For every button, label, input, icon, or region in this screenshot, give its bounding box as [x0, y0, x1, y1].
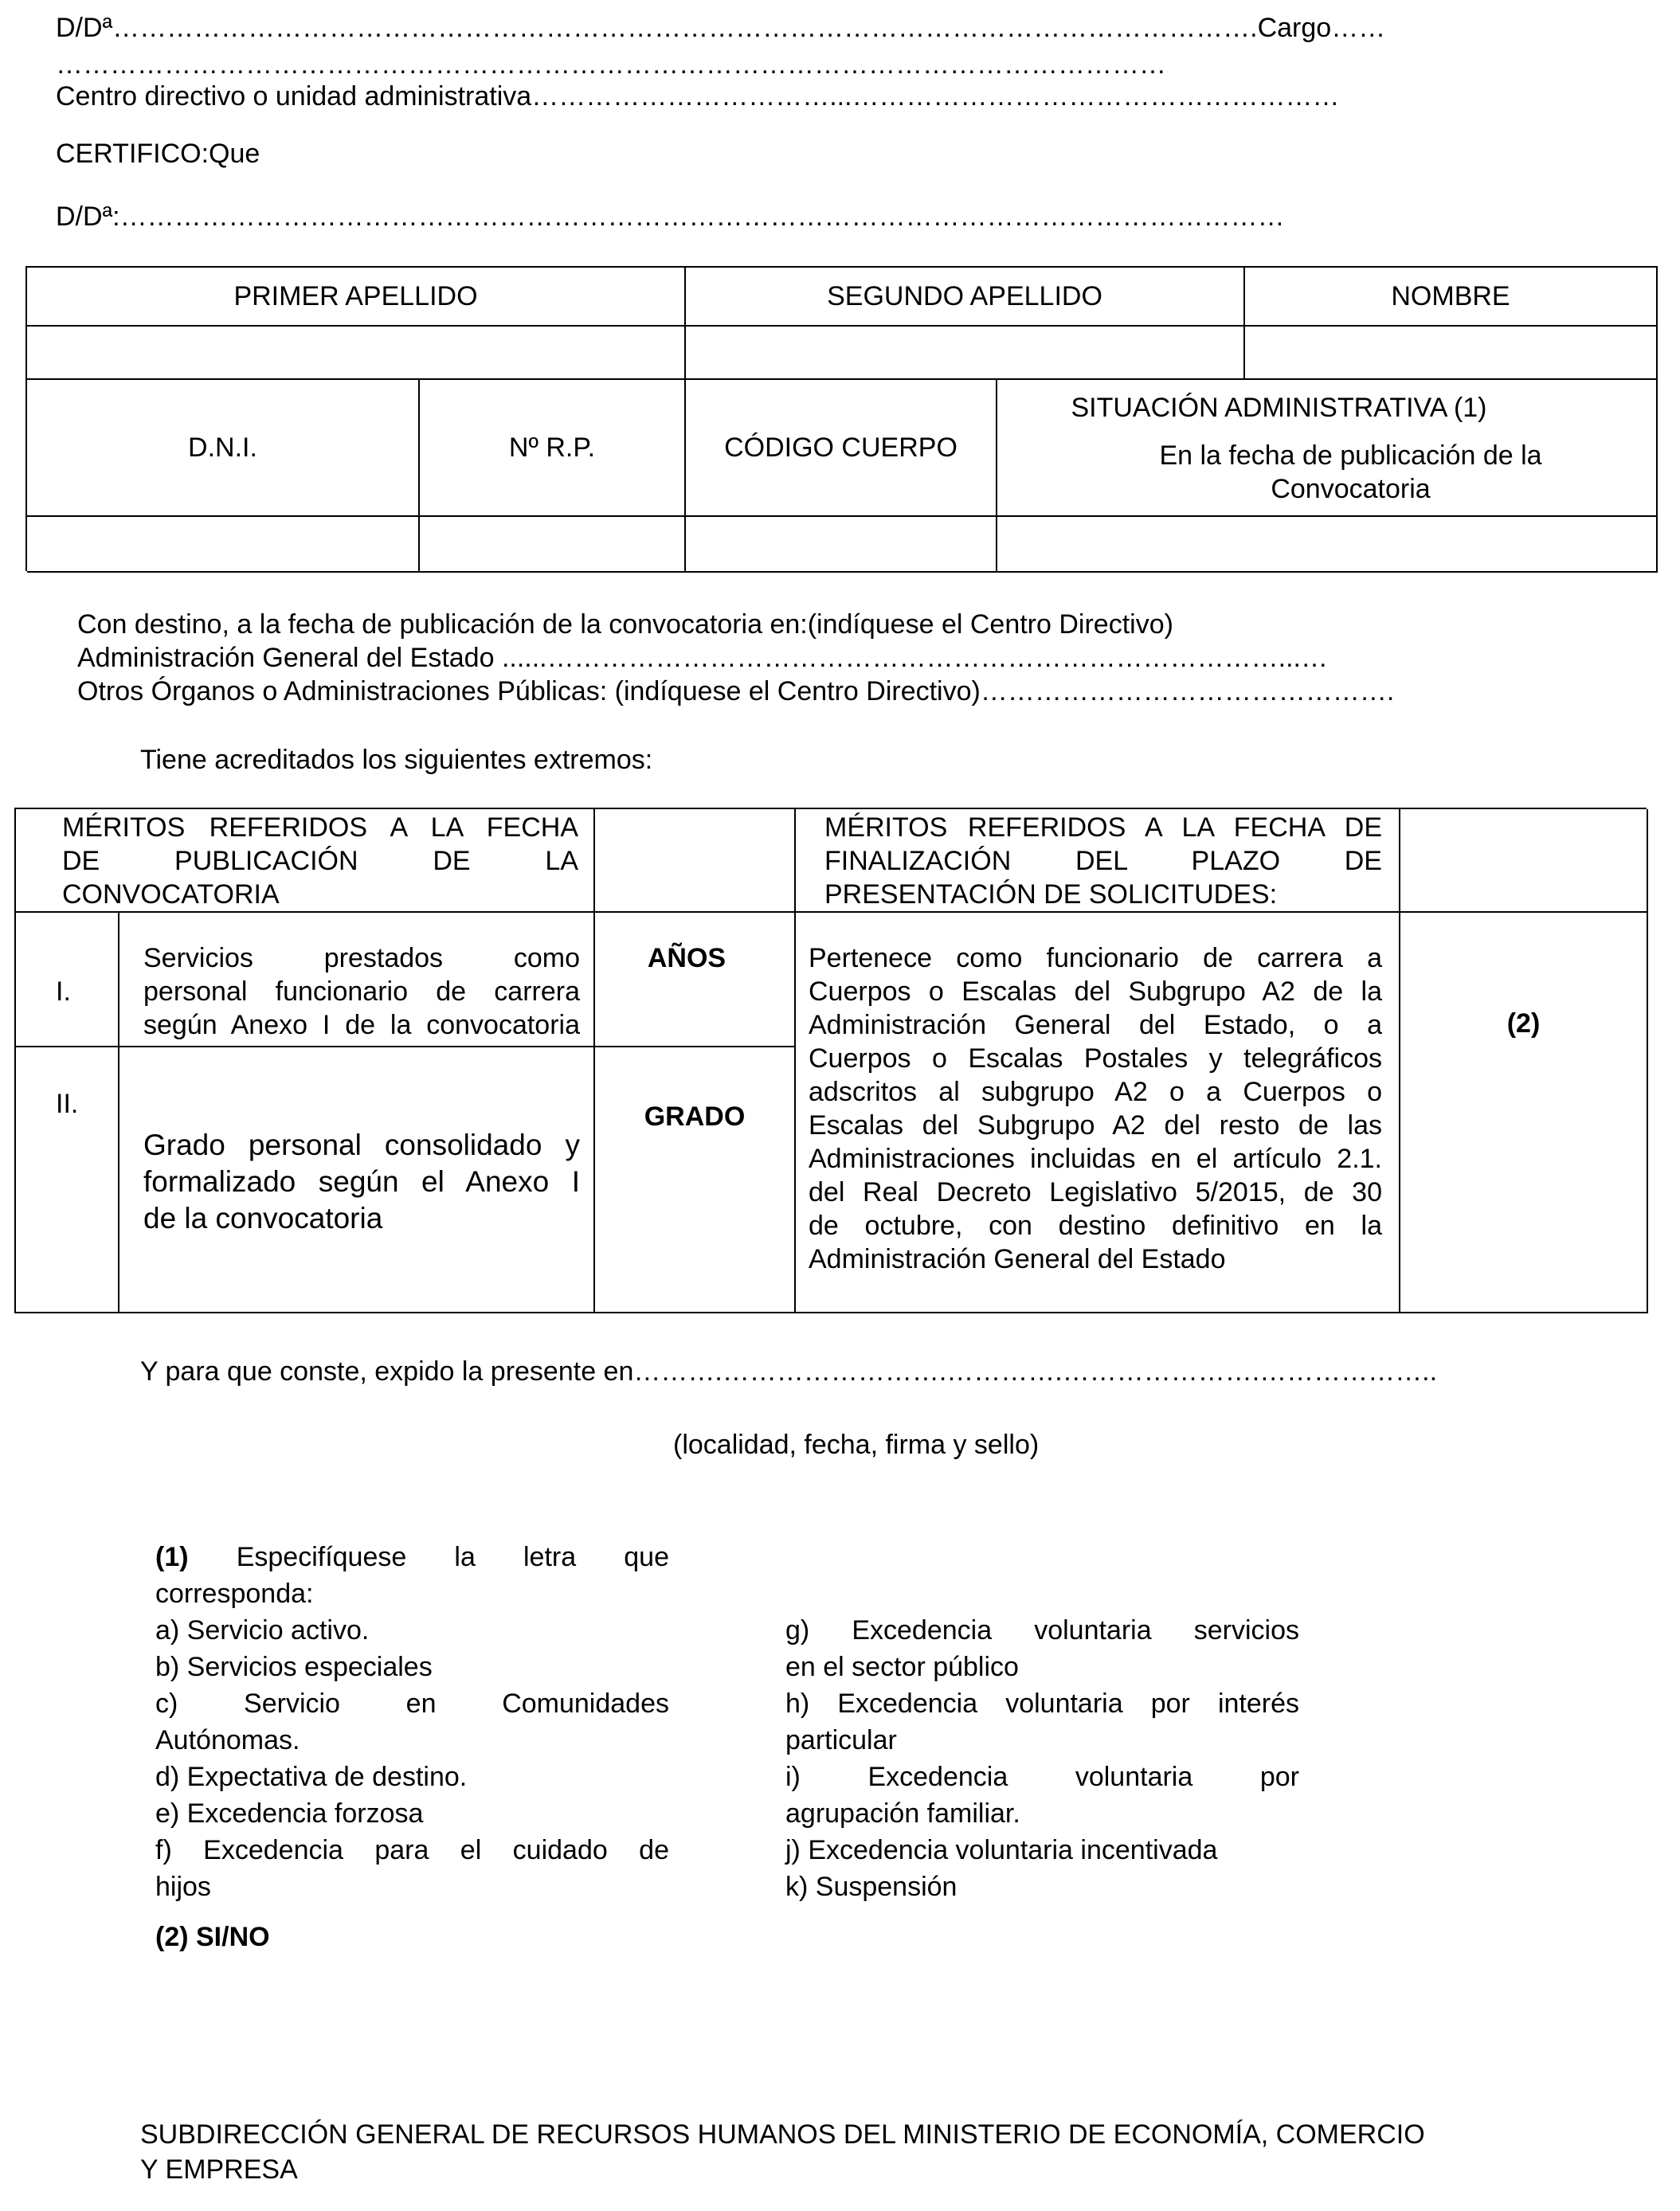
- situacion-title: SITUACIÓN ADMINISTRATIVA (1): [1071, 393, 1487, 423]
- text-line: según Anexo I de la convocatoria: [143, 1010, 580, 1040]
- dda-cargo-line: [56, 12, 1385, 44]
- list-item: d) Expectativa de destino.: [155, 1762, 468, 1792]
- header-nrp: Nº R.P.: [420, 380, 686, 517]
- text-line: Administración General del Estado, o a: [809, 1010, 1382, 1040]
- header-right-text: [824, 811, 1382, 911]
- header-dni: D.N.I.: [27, 380, 420, 517]
- centro-directivo-line: Centro directivo o unidad administrativa……………………………...………………………………………………: [56, 81, 1340, 112]
- grado-label: GRADO: [644, 1102, 746, 1132]
- text-line: DE PUBLICACIÓN DE LA: [62, 846, 578, 876]
- dda-label: D/Dª: [56, 13, 113, 43]
- situacion-field[interactable]: [997, 517, 1658, 573]
- list-item: f) Excedencia para el cuidado de: [155, 1835, 669, 1865]
- header-primer-apellido: PRIMER APELLIDO: [27, 268, 686, 327]
- row-i-anos-field[interactable]: [595, 913, 796, 1047]
- list-item: i) Excedencia voluntaria por: [785, 1762, 1299, 1792]
- text-line: Especifíquese la letra que: [236, 1542, 670, 1572]
- list-item: en el sector público: [785, 1652, 1019, 1682]
- list-item: h) Excedencia voluntaria por interés: [785, 1689, 1299, 1719]
- row-text: [143, 1127, 580, 1237]
- text-line: formalizado según el Anexo I: [143, 1165, 580, 1198]
- row-i-description: [119, 913, 595, 1047]
- list-item: particular: [785, 1725, 897, 1755]
- row-ii-description: [119, 1047, 595, 1313]
- pertenece-text: [809, 941, 1382, 1276]
- dni-field[interactable]: [27, 517, 420, 573]
- personal-data-table: [25, 266, 1658, 571]
- text-line: personal funcionario de carrera: [143, 976, 580, 1007]
- header-codigo-cuerpo: CÓDIGO CUERPO: [686, 380, 997, 517]
- text-line: Pertenece como funcionario de carrera a: [809, 943, 1382, 973]
- header-situacion-administrativa: [997, 380, 1658, 517]
- text-line: Administración General del Estado: [809, 1244, 1226, 1274]
- si-no-field[interactable]: [1400, 913, 1648, 1313]
- header-nombre: NOMBRE: [1245, 268, 1658, 327]
- primer-apellido-field[interactable]: [27, 327, 686, 380]
- list-item: c) Servicio en Comunidades: [155, 1689, 669, 1719]
- text-line: FINALIZACIÓN DEL PLAZO DE: [824, 846, 1382, 876]
- text-line: MÉRITOS REFERIDOS A LA FECHA DE: [824, 812, 1382, 843]
- row-number: I.: [56, 976, 71, 1007]
- list-item: a) Servicio activo.: [155, 1615, 370, 1646]
- text-line: del Real Decreto Legislativo 5/2015, de 30: [809, 1177, 1382, 1207]
- dotted-line: ……………………………………………………………………………………………………………: [56, 49, 1166, 80]
- list-item: e) Excedencia forzosa: [155, 1798, 424, 1829]
- text-line: Grado personal consolidado y: [143, 1129, 580, 1161]
- pertenece-description: [796, 913, 1400, 1313]
- list-item: agrupación familiar.: [785, 1798, 1020, 1829]
- list-item: b) Servicios especiales: [155, 1652, 433, 1682]
- header-meritos-finalizacion: [796, 809, 1400, 913]
- text-line: Servicios prestados como: [143, 943, 580, 973]
- row-number: II.: [56, 1089, 79, 1119]
- header-empty: [595, 809, 796, 913]
- age-line: Administración General del Estado ......………………………………………………………………………...…: [77, 643, 1328, 673]
- text-line: Administraciones incluidas en el artículo 2.1.: [809, 1144, 1382, 1174]
- certifico-label: CERTIFICO:Que: [56, 139, 260, 169]
- header-meritos-publicacion: [16, 809, 595, 913]
- list-item: g) Excedencia voluntaria servicios: [785, 1615, 1299, 1646]
- nrp-field[interactable]: [420, 517, 686, 573]
- row-ii-number: [16, 1047, 119, 1313]
- situacion-subtitle: En la fecha de publicación de la Convocatoria: [1159, 440, 1542, 504]
- dda-cargo-dots: ……………………………………………………………………………………………………………….Cargo……: [112, 13, 1386, 43]
- list-item: Autónomas.: [155, 1725, 300, 1755]
- text-line: de octubre, con destino definitivo en la: [809, 1211, 1382, 1241]
- dda-name-line: D/Dª:…………………………………………………………………………………………………………………: [56, 202, 1285, 232]
- header-left-text: [62, 811, 578, 911]
- localidad-fecha-firma: (localidad, fecha, firma y sello): [673, 1430, 1040, 1460]
- list-item: k) Suspensión: [785, 1872, 957, 1902]
- note-2: (2) SI/NO: [155, 1922, 270, 1952]
- segundo-apellido-field[interactable]: [686, 327, 1245, 380]
- nombre-field[interactable]: [1245, 327, 1658, 380]
- list-item: hijos: [155, 1872, 211, 1902]
- text-line: corresponda:: [155, 1579, 314, 1609]
- tiene-acreditados: Tiene acreditados los siguientes extremos:: [140, 745, 653, 775]
- footer-line-1: SUBDIRECCIÓN GENERAL DE RECURSOS HUMANOS DEL MINISTERIO DE ECONOMÍA, COMERCIO: [140, 2119, 1425, 2150]
- list-item: j) Excedencia voluntaria incentivada: [785, 1835, 1218, 1865]
- header-segundo-apellido: SEGUNDO APELLIDO: [686, 268, 1245, 327]
- text-line: adscritos al subgrupo A2 o a Cuerpos o: [809, 1077, 1382, 1107]
- expido-line: Y para que conste, expido la presente en……….…………………….………….………………….………………..: [140, 1356, 1438, 1387]
- otros-organos-line: Otros Órganos o Administraciones Públicas: (indíquese el Centro Directivo)……………………………………….: [77, 676, 1395, 706]
- text-line: PRESENTACIÓN DE SOLICITUDES:: [824, 879, 1278, 910]
- note-1-right-column: [785, 1612, 1299, 1905]
- text-line: de la convocatoria: [143, 1202, 383, 1235]
- header-empty: [1400, 809, 1648, 913]
- destino-line: Con destino, a la fecha de publicación de la convocatoria en:(indíquese el Centro Directivo): [77, 609, 1173, 640]
- text-line: MÉRITOS REFERIDOS A LA FECHA: [62, 812, 578, 843]
- row-ii-grado-field[interactable]: [595, 1047, 796, 1313]
- note-1-number: (1): [155, 1542, 189, 1572]
- note-1-heading: [155, 1539, 669, 1575]
- text-line: Escalas del Subgrupo A2 del resto de las: [809, 1110, 1382, 1141]
- codigo-cuerpo-field[interactable]: [686, 517, 997, 573]
- footer-line-2: Y EMPRESA: [140, 2154, 298, 2185]
- meritos-table: [14, 808, 1647, 1313]
- text-line: Cuerpos o Escalas Postales y telegráficos: [809, 1043, 1382, 1074]
- note-2-ref: (2): [1506, 1008, 1541, 1039]
- text-line: Cuerpos o Escalas del Subgrupo A2 de la: [809, 976, 1382, 1007]
- row-i-number: [16, 913, 119, 1047]
- text-line: CONVOCATORIA: [62, 879, 280, 910]
- note-1-left-column: [155, 1539, 669, 1905]
- row-text: [143, 941, 580, 1042]
- anos-label: AÑOS: [647, 943, 726, 973]
